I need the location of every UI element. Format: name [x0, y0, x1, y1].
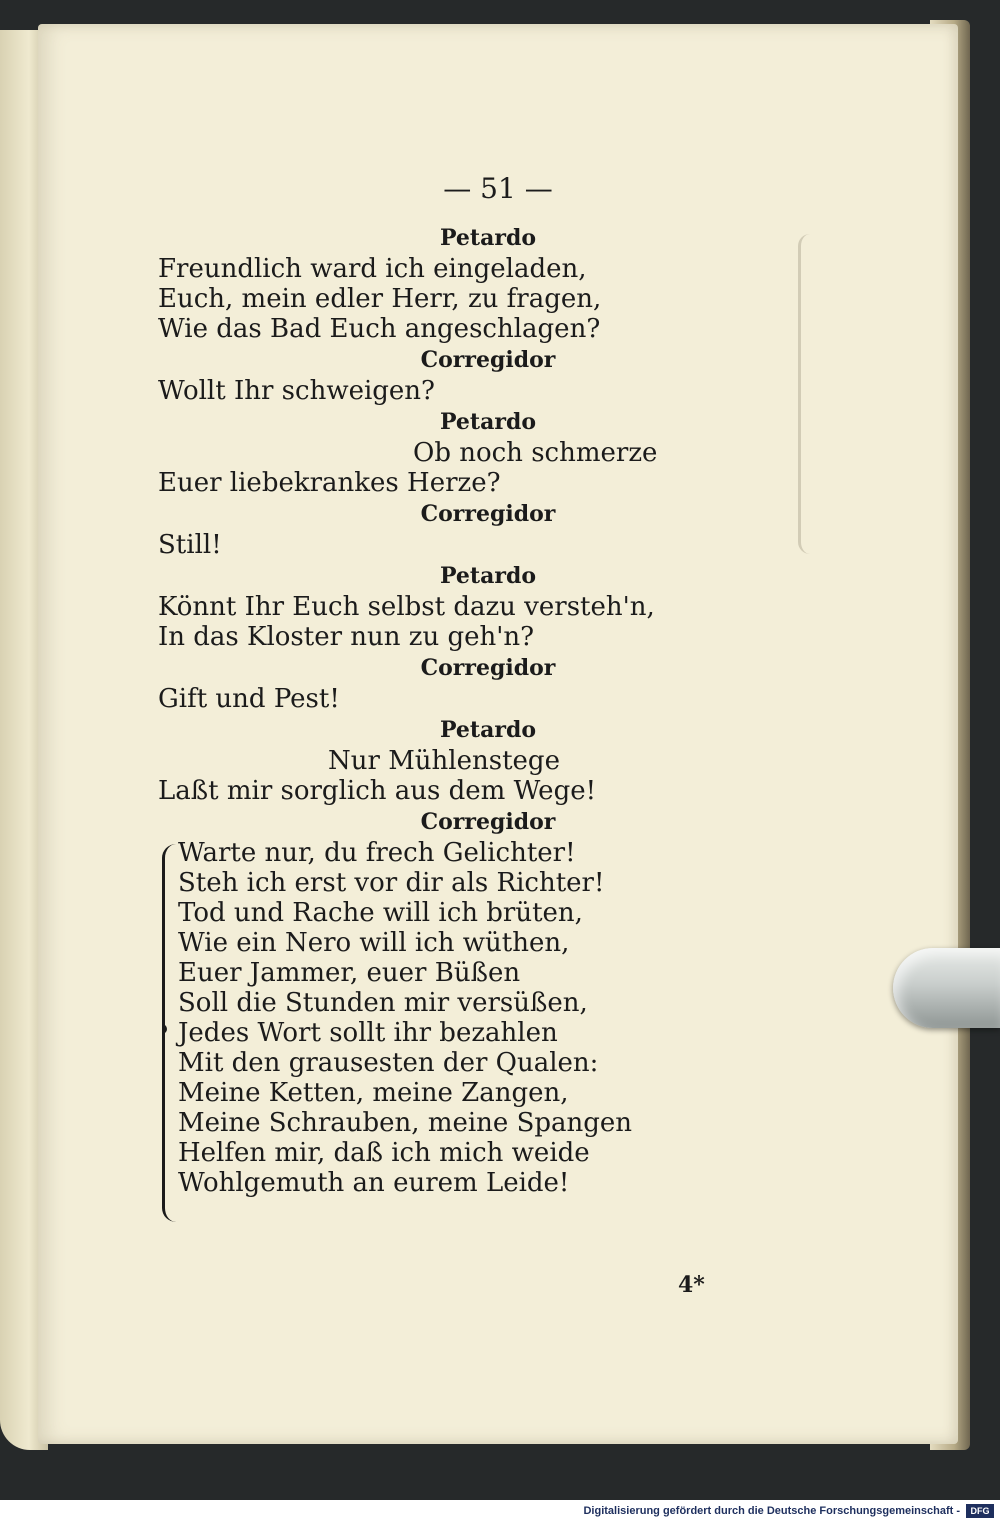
verse-line: Nur Mühlenstege	[328, 746, 560, 776]
verse-line: Tod und Rache will ich brüten,	[178, 898, 583, 928]
verse-line: Wohlgemuth an eurem Leide!	[178, 1168, 570, 1198]
braced-lines	[178, 838, 678, 1198]
speaker-name: Corregidor	[420, 347, 556, 373]
verse-line: Meine Ketten, meine Zangen,	[178, 1078, 569, 1108]
verse-line: Wie ein Nero will ich wüthen,	[178, 928, 570, 958]
speaker-name: Petardo	[439, 563, 536, 589]
page-number: — 51 —	[443, 172, 553, 205]
speaker-name: Corregidor	[420, 809, 556, 835]
verse-line: Warte nur, du frech Gelichter!	[178, 838, 576, 868]
verse-line: Mit den grausesten der Qualen:	[178, 1048, 599, 1078]
speaker-name: Corregidor	[420, 655, 556, 681]
footer	[0, 1500, 1000, 1522]
verse-line: Euer liebekrankes Herze?	[158, 468, 501, 498]
braced-stanza	[158, 838, 678, 1198]
verse-line: Euer Jammer, euer Büßen	[178, 958, 521, 988]
verse-line: Freundlich ward ich eingeladen,	[158, 254, 587, 284]
verse-line: Euch, mein edler Herr, zu fragen,	[158, 284, 602, 314]
footer-credit: Digitalisierung gefördert durch die Deutsche Forschungsgemeinschaft -	[583, 1505, 960, 1517]
speaker-name: Petardo	[439, 409, 536, 435]
verse-line: Laßt mir sorglich aus dem Wege!	[158, 776, 597, 806]
show-through-brace	[798, 234, 811, 554]
verse-line: Meine Schrauben, meine Spangen	[178, 1108, 633, 1138]
verse-line: Still!	[158, 530, 222, 560]
verse-text	[158, 222, 678, 1198]
speaker-name: Petardo	[439, 717, 536, 743]
verse-line: Gift und Pest!	[158, 684, 340, 714]
verse-line: In das Kloster nun zu geh'n?	[158, 622, 535, 652]
verse-line: Helfen mir, daß ich mich weide	[178, 1138, 590, 1168]
verse-line: Ob noch schmerze	[413, 438, 658, 468]
verse-line: Wie das Bad Euch angeschlagen?	[158, 314, 601, 344]
speaker-name: Petardo	[439, 225, 536, 251]
verse-line: Könnt Ihr Euch selbst dazu versteh'n,	[158, 592, 655, 622]
dialogue-lines	[158, 222, 678, 838]
page-clip	[893, 948, 1000, 1028]
verse-line: Soll die Stunden mir versüßen,	[178, 988, 588, 1018]
verse-line: Wollt Ihr schweigen?	[158, 376, 435, 406]
sheet-signature: 4*	[678, 1272, 705, 1298]
book-page	[38, 24, 958, 1444]
speaker-name: Corregidor	[420, 501, 556, 527]
dfg-logo: DFG	[966, 1504, 994, 1518]
verse-line: Jedes Wort sollt ihr bezahlen	[178, 1018, 558, 1048]
curly-brace-point	[156, 1024, 167, 1034]
verse-line: Steh ich erst vor dir als Richter!	[178, 868, 605, 898]
